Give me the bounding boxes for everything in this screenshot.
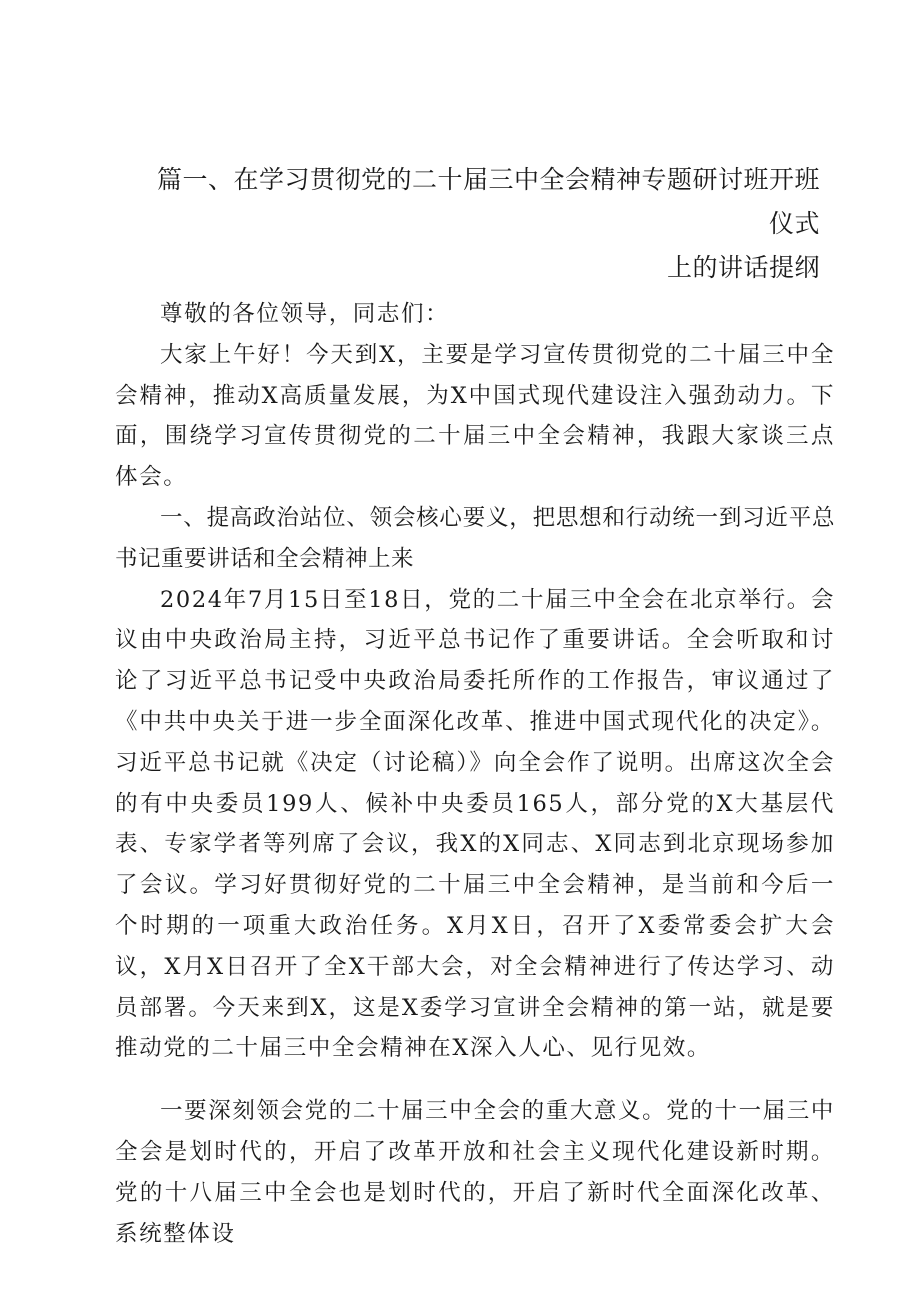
section-1-paragraph: 2024年7月15日至18日，党的二十届三中全会在北京举行。会议由中央政治局主持，习近平总书记作了重要讲话。全会听取和讨论了习近平总书记受中央政治局委托所作的工作报告，审议通过了《中共中央关于进一步全面深化改革、推进中国式现代化的决定》。习近平总书记就《决定（讨论稿）》向全会作了说明。出席这次全会的有中央委员199人、候补中央委员165人，部分党的X大基层代表、专家学者等列席了会议，我X的X同志、X同志到北京现场参加了会议。学习好贯彻好党的二十届三中全会精神，是当前和今后一个时期的一项重大政治任务。X月X日，召开了X委常委会扩大会议，X月X日召开了全X干部大会，对全会精神进行了传达学习、动员部署。今天来到X，这是X委学习宣讲全会精神的第一站，就是要推动党的二十届三中全会精神在X深入人心、见行见效。 (115, 586, 835, 1062)
intro-paragraph: 大家上午好！今天到X，主要是学习宣传贯彻党的二十届三中全会精神，推动X高质量发展，为X中国式现代建设注入强劲动力。下面，围绕学习宣传贯彻党的二十届三中全会精神，我跟大家谈三点体会。 (115, 341, 835, 491)
title-line-1: 篇一、在学习贯彻党的二十届三中全会精神专题研讨班开班仪式 (156, 165, 820, 238)
point-1-paragraph: 一要深刻领会党的二十届三中全会的重大意义。党的十一届三中全会是划时代的，开启了改革开放和社会主义现代化建设新时期。党的十八届三中全会也是划时代的，开启了新时代全面深化改革、系统整体设 (115, 1098, 835, 1247)
document-body (115, 294, 835, 1254)
title-line-2: 上的讲话提纲 (666, 253, 820, 282)
section-1-heading: 一、提高政治站位、领会核心要义，把思想和行动统一到习近平总书记重要讲话和全会精神上来 (115, 504, 835, 572)
salutation: 尊敬的各位领导，同志们： (160, 301, 450, 327)
document-title (150, 158, 820, 290)
